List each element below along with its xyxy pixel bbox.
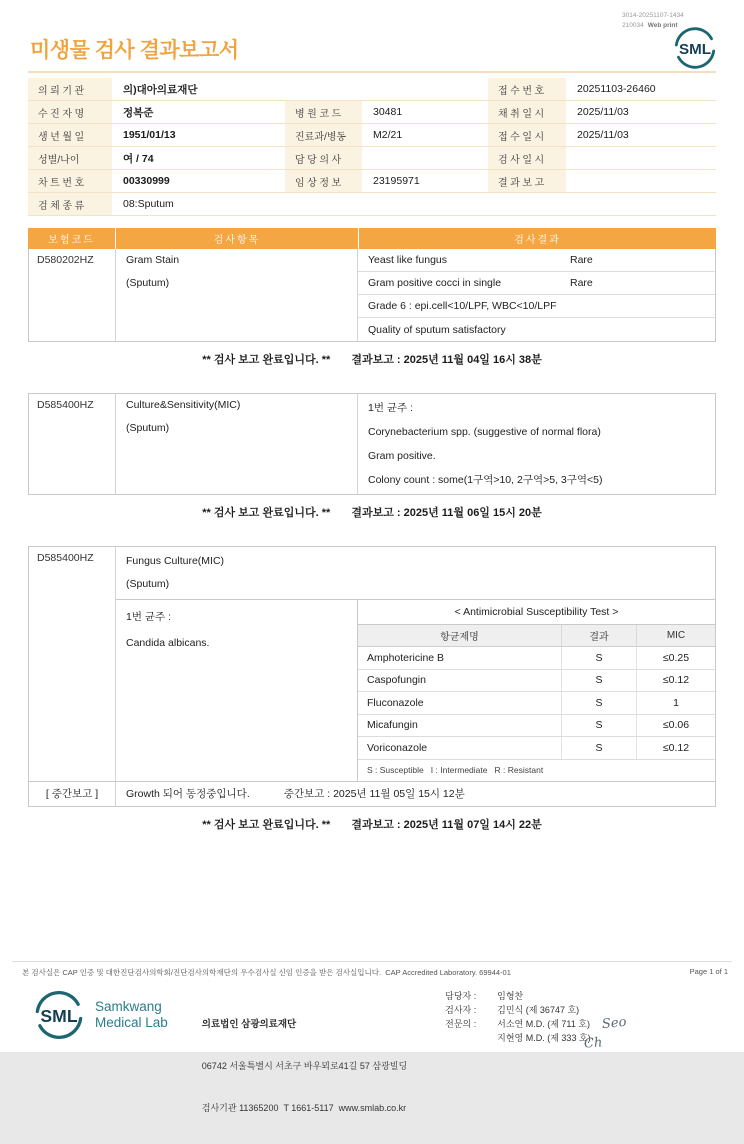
info-row (28, 170, 716, 193)
results-header-bar (28, 228, 716, 249)
org-address: 06742 서울특별시 서초구 바우뫼로41길 57 삼광빌딩 (201, 1061, 408, 1072)
drug-mic: ≤0.25 (662, 651, 690, 664)
report-datetime: 결과보고 : 2025년 11월 07일 14시 22분 (351, 818, 542, 831)
test-item (116, 394, 358, 494)
drug-result: S (562, 647, 637, 669)
info-value: 1951/01/13 (123, 129, 176, 141)
result-line: Colony count : some(1구역>10, 2구역>5, 3구역<5) (368, 474, 603, 486)
patient-info-table (28, 78, 716, 216)
result-name: Yeast like fungus (368, 254, 448, 266)
info-value: 2025/11/03 (577, 129, 629, 141)
info-value (566, 147, 716, 169)
info-label: 담당의사 (285, 147, 362, 169)
org-name: 의료법인 삼광의료재단 (201, 1018, 297, 1030)
interim-text: Growth 되어 동정중입니다. (126, 788, 250, 800)
drug-result: S (562, 715, 637, 737)
specimen-type: (Sputum) (126, 422, 170, 434)
info-row (28, 193, 716, 216)
svg-text:SML: SML (40, 1006, 78, 1027)
result-value: Rare (570, 254, 593, 266)
complete-text: ** 검사 보고 완료입니다. ** (202, 818, 331, 831)
print-type: Web print (647, 21, 678, 29)
complete-text: ** 검사 보고 완료입니다. ** (202, 354, 331, 366)
info-value: 08:Sputum (123, 198, 174, 210)
staff-label: 담당자 : (445, 991, 477, 1001)
organization-info (202, 990, 407, 1144)
staff-name: 김민식 (제 36747 호) (497, 1004, 580, 1015)
info-label: 결과보고 (488, 170, 566, 192)
ast-header-result: 결과 (562, 625, 637, 646)
result-name: Quality of sputum satisfactory (368, 323, 506, 336)
drug-mic: 1 (673, 696, 679, 709)
staff-label (445, 1032, 489, 1046)
test-item-name: Gram Stain (126, 254, 180, 266)
specimen-type: (Sputum) (126, 277, 170, 289)
results-header-item: 검사항목 (116, 228, 358, 249)
specimen-type: (Sputum) (126, 578, 170, 590)
print-reference-number2: 210034 (622, 21, 644, 29)
ast-header-name: 항균제명 (358, 625, 562, 646)
ast-title: < Antimicrobial Susceptibility Test > (358, 600, 715, 625)
drug-result: S (562, 692, 637, 714)
test-item (116, 249, 358, 341)
info-value: 30481 (373, 106, 403, 118)
drug-result: S (562, 737, 637, 759)
result-row (358, 295, 715, 318)
drug-name: Amphotericine B (358, 647, 562, 669)
cap-accreditation-text: 본 검사실은 CAP 인증 및 대한진단검사의학회/진단검사의학재단의 우수검사실 신임 인증을 받은 검사실입니다. CAP Accredited Laboratory. 69944-01 (22, 968, 511, 977)
interim-label: [ 중간보고 ] (29, 782, 116, 806)
antimicrobial-susceptibility-table (358, 600, 715, 781)
drug-name: Caspofungin (358, 670, 562, 692)
staff-name: 임형찬 (497, 991, 524, 1001)
ast-header-mic: MIC (666, 630, 686, 641)
page-title: 미생물 검사 결과보고서 (30, 39, 239, 62)
info-value: 20251103-26460 (577, 83, 656, 95)
report-complete-line (28, 504, 716, 520)
info-value (566, 170, 716, 192)
svg-text:SML: SML (679, 41, 711, 59)
test-results (358, 249, 715, 341)
info-label: 진료과/병동 (285, 124, 362, 146)
info-label: 채취일시 (488, 101, 566, 123)
staff-label: 전문의 : (445, 1018, 477, 1029)
info-value: 여 / 74 (123, 152, 154, 165)
signature-1: Seo (600, 1014, 627, 1033)
result-value: Rare (570, 277, 593, 289)
info-label: 병원코드 (285, 101, 362, 123)
info-label: 접수번호 (488, 78, 566, 100)
drug-mic: ≤0.12 (662, 674, 690, 687)
signature-2: Ch (583, 1035, 603, 1052)
test-item (116, 547, 715, 600)
drug-mic: ≤0.12 (662, 741, 690, 754)
info-value: 2025/11/03 (577, 106, 629, 118)
section-gram-stain (28, 249, 716, 342)
page-footer (0, 961, 744, 1114)
report-datetime: 결과보고 : 2025년 11월 06일 15시 20분 (351, 507, 542, 519)
drug-name: Voriconazole (358, 737, 562, 759)
result-line: Gram positive. (368, 450, 436, 462)
info-row (28, 124, 716, 147)
result-name: Grade 6 : epi.cell<10/LPF, WBC<10/LPF (368, 300, 557, 312)
insurance-code: D585400HZ (29, 547, 116, 781)
strain-cell (116, 600, 358, 781)
section-culture-sensitivity (28, 393, 716, 495)
result-row (358, 272, 715, 295)
section-fungus-culture (28, 546, 716, 807)
result-row (358, 249, 715, 272)
lab-name-en-2: Medical Lab (95, 1015, 168, 1030)
ast-row (358, 647, 715, 670)
staff-name: 서소연 M.D. (제 711 호) (497, 1018, 590, 1029)
drug-name: Fluconazole (358, 692, 562, 714)
drug-result: S (562, 670, 637, 692)
staff-info (445, 990, 590, 1046)
print-reference-number: 3014-20251107-1434 (622, 12, 684, 19)
drug-name: Micafungin (358, 715, 562, 737)
info-value: 정복준 (123, 106, 154, 119)
header-divider (28, 71, 716, 73)
info-row (28, 78, 716, 101)
ast-row (358, 670, 715, 693)
result-row (358, 318, 715, 341)
footer-logo (30, 990, 168, 1040)
insurance-code: D580202HZ (29, 249, 116, 341)
ast-row (358, 692, 715, 715)
info-label: 성별/나이 (28, 147, 112, 169)
info-label: 검사일시 (488, 147, 566, 169)
drug-mic: ≤0.06 (662, 719, 690, 732)
info-label: 검체종류 (28, 193, 112, 215)
info-label: 의뢰기관 (28, 78, 112, 100)
lab-name-en-1: Samkwang (95, 999, 162, 1015)
info-label: 접수일시 (488, 124, 566, 146)
info-value: 의)대아의료재단 (123, 83, 198, 96)
interim-datetime: 중간보고 : 2025년 11월 05일 15시 12분 (283, 788, 465, 800)
ast-row (358, 715, 715, 738)
info-label: 생년월일 (28, 124, 112, 146)
strain-label: 1번 균주 : (126, 611, 172, 623)
report-complete-line (28, 816, 716, 832)
insurance-code: D585400HZ (29, 394, 116, 494)
info-label: 수진자명 (28, 101, 112, 123)
strain-name: Candida albicans. (126, 637, 210, 649)
page-number: Page 1 of 1 (689, 967, 728, 976)
test-item-name: Fungus Culture(MIC) (126, 555, 225, 567)
test-results (358, 394, 715, 494)
test-item-name: Culture&Sensitivity(MIC) (126, 399, 241, 411)
result-line: Corynebacterium spp. (suggestive of normal flora) (368, 426, 601, 438)
ast-row (358, 737, 715, 760)
info-label: 임상정보 (285, 170, 362, 192)
staff-name: 지현영 M.D. (제 333 호) (497, 1032, 591, 1043)
report-complete-line (28, 351, 716, 367)
info-value (362, 147, 488, 169)
info-value: 00330999 (123, 175, 170, 187)
info-row (28, 101, 716, 124)
results-header-code: 보험코드 (28, 228, 115, 249)
info-value: M2/21 (373, 129, 403, 141)
ast-header-row (358, 625, 715, 647)
info-value: 23195971 (373, 175, 420, 187)
info-row (28, 147, 716, 170)
results-header-result: 검사결과 (359, 228, 716, 249)
org-contact: 검사기관 11365200 T 1661-5117 www.smlab.co.kr (201, 1103, 407, 1114)
report-datetime: 결과보고 : 2025년 11월 04일 16시 38분 (351, 354, 542, 366)
staff-label: 검사자 : (445, 1004, 477, 1015)
result-line: 1번 균주 : (368, 402, 414, 414)
info-label: 차트번호 (28, 170, 112, 192)
ast-legend: S : Susceptible I : Intermediate R : Resistant (367, 764, 544, 775)
complete-text: ** 검사 보고 완료입니다. ** (202, 507, 331, 519)
sml-logo-icon (30, 990, 88, 1040)
sml-logo-icon (670, 26, 720, 75)
interim-report-row (29, 781, 715, 806)
result-name: Gram positive cocci in single (368, 277, 502, 289)
